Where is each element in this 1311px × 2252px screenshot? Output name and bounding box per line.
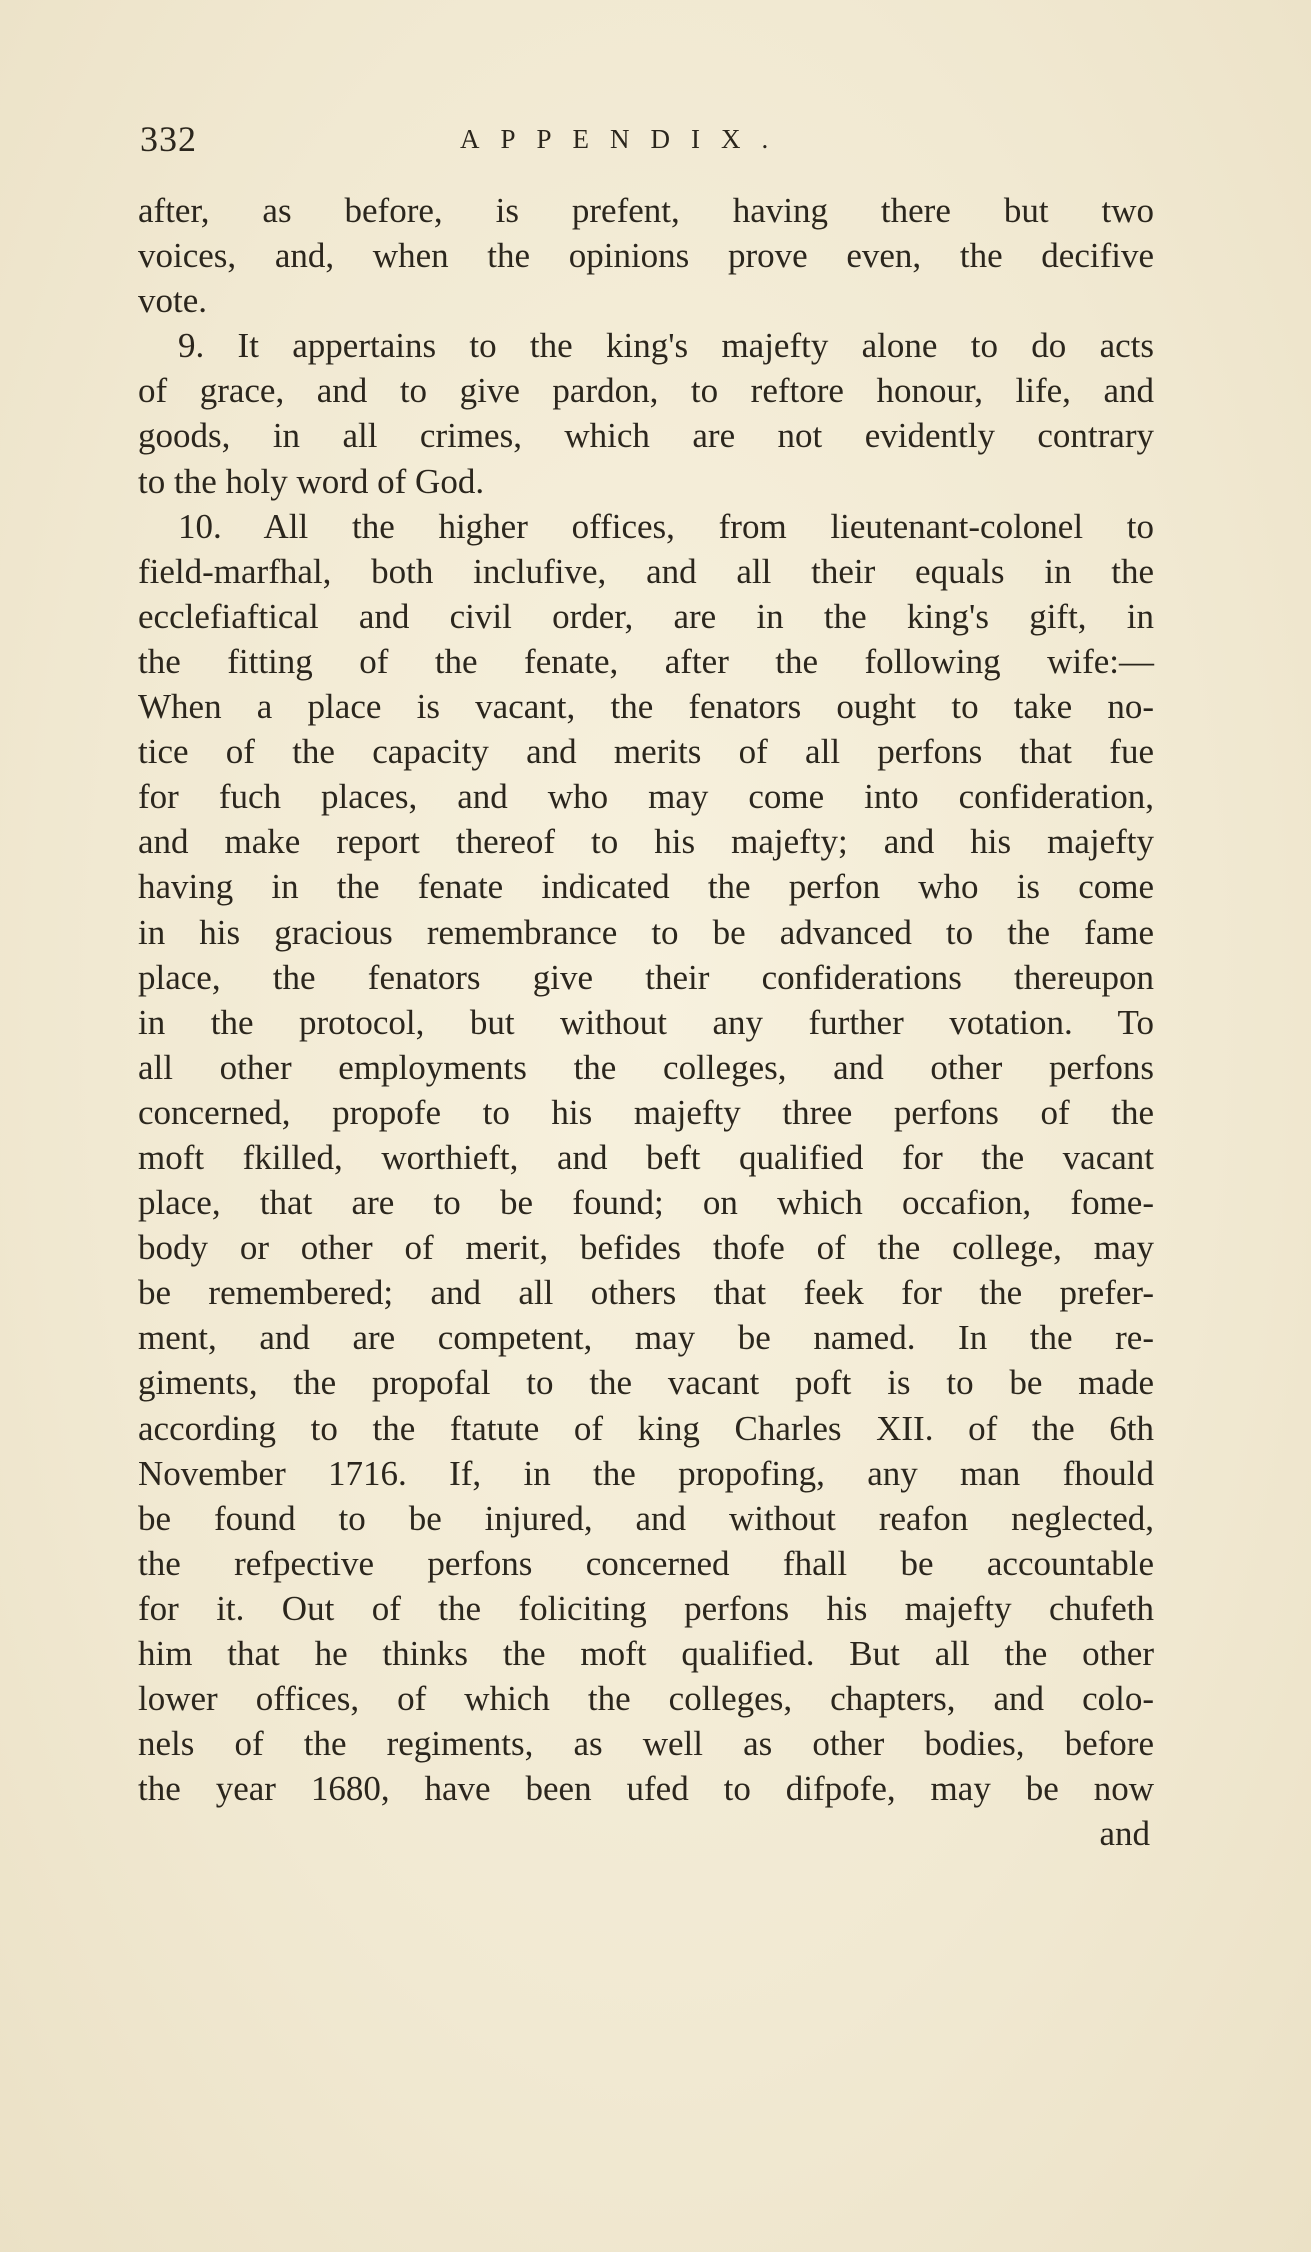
text-line: nels of the regiments, as well as other bodies, before [138,1724,1154,1764]
text-line: the fitting of the fenate, after the following wife:— [138,641,1154,681]
text-line: be found to be injured, and without reafon neglected, [138,1498,1154,1538]
text-line: ment, and are competent, may be named. In the re- [138,1318,1154,1358]
text-line: the refpective perfons concerned fhall be accountable [138,1543,1154,1583]
catchword: and [1099,1814,1150,1854]
text-line: be remembered; and all others that feek for the prefer- [138,1273,1154,1313]
text-line: having in the fenate indicated the perfon who is come [138,867,1154,907]
paragraph-9-start: 9. It appertains to the king's majefty alone to do acts [178,326,1154,366]
text-line: according to the ftatute of king Charles XII. of the 6th [138,1408,1154,1448]
text-line: voices, and, when the opinions prove even, the decifive [138,236,1154,276]
text-line: place, that are to be found; on which occafion, fome- [138,1183,1154,1223]
text-line: moft fkilled, worthieft, and beft qualified for the vacant [138,1137,1154,1177]
page-header [140,118,1160,168]
text-line: tice of the capacity and merits of all perfons that fue [138,732,1154,772]
text-line: giments, the propofal to the vacant poft is to be made [138,1363,1154,1403]
text-line: concerned, propofe to his majefty three perfons of the [138,1092,1154,1132]
text-line: place, the fenators give their confiderations thereupon [138,957,1154,997]
text-line: body or other of merit, befides thofe of the college, may [138,1228,1154,1268]
text-line: him that he thinks the moft qualified. But all the other [138,1634,1154,1673]
text-line: all other employments the colleges, and other perfons [138,1047,1154,1087]
text-line: and make report thereof to his majefty; and his majefty [138,822,1154,862]
text-line: vote. [138,281,208,321]
text-line: goods, in all crimes, which are not evidently contrary [138,416,1154,456]
text-line: When a place is vacant, the fenators ought to take no- [138,687,1154,727]
text-line: ecclefiaftical and civil order, are in the king's gift, in [138,596,1154,636]
text-line: to the holy word of God. [138,461,485,501]
running-head: APPENDIX. [460,124,790,154]
text-line: field-marfhal, both inclufive, and all their equals in the [138,551,1154,591]
text-line: the year 1680, have been ufed to difpofe, may be now [138,1769,1154,1809]
body-text [138,188,1154,1856]
text-line: for it. Out of the foliciting perfons his majefty chufeth [138,1588,1154,1628]
text-line: for fuch places, and who may come into confideration, [138,777,1154,817]
text-line: lower offices, of which the colleges, chapters, and colo- [138,1679,1154,1719]
text-line: in his gracious remembrance to be advanced to the fame [138,912,1154,952]
text-line: after, as before, is prefent, having there but two [138,191,1154,230]
page-number: 332 [140,119,197,159]
paragraph-10-start: 10. All the higher offices, from lieutenant-colonel to [178,506,1154,546]
text-line: of grace, and to give pardon, to reftore honour, life, and [138,371,1154,411]
text-line: November 1716. If, in the propofing, any man fhould [138,1453,1154,1493]
text-line: in the protocol, but without any further votation. To [138,1002,1154,1042]
